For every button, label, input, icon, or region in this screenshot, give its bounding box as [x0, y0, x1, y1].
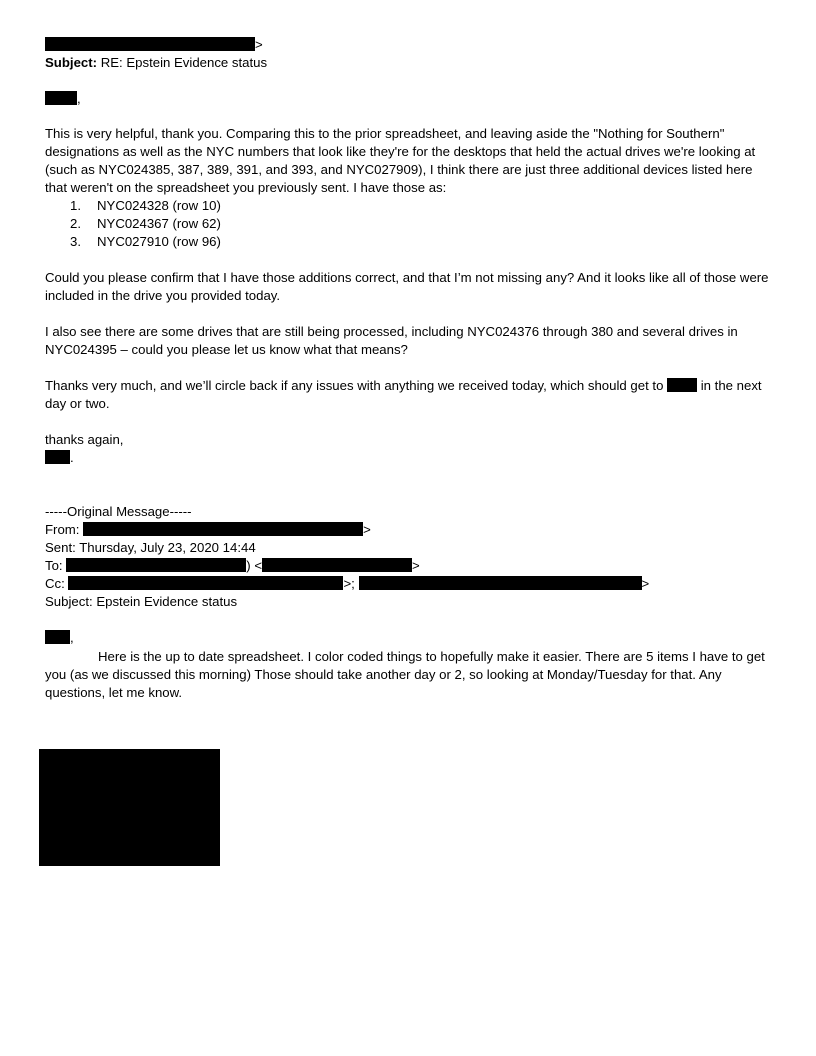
device-list	[45, 197, 221, 251]
original-from-line: From: >	[45, 522, 371, 537]
redacted-image	[39, 749, 220, 866]
subject-value: RE: Epstein Evidence status	[100, 55, 268, 70]
original-sent-line: Sent: Thursday, July 23, 2020 14:44	[45, 540, 256, 555]
redacted-cc-1	[68, 576, 343, 590]
redacted-from	[45, 37, 255, 51]
redacted-name	[667, 378, 697, 392]
list-item: 1. NYC024328 (row 10)	[70, 198, 221, 213]
list-item: 2. NYC024367 (row 62)	[70, 216, 221, 231]
from-line: >	[45, 36, 263, 54]
original-subject-line: Subject: Epstein Evidence status	[45, 594, 238, 609]
redacted-signature	[45, 450, 70, 464]
redacted-original-recipient	[45, 630, 70, 644]
original-message-divider: -----Original Message-----	[45, 504, 192, 519]
original-greeting: ,	[45, 629, 74, 647]
redacted-to-name	[66, 558, 246, 572]
list-item: 3. NYC027910 (row 96)	[70, 234, 221, 249]
subject-line	[45, 54, 267, 72]
subject-label: Subject:	[45, 55, 98, 70]
signature: .	[45, 449, 74, 467]
reply-paragraph-2: Could you please confirm that I have those additions correct, and that I’m not missing any? And it looks like all of those were included in the drive you provided today.	[45, 270, 769, 303]
reply-paragraph-1: This is very helpful, thank you. Comparing this to the prior spreadsheet, and leaving aside the "Nothing for Southern" designations as well as the NYC numbers that look like they're for the desktops that held the actual drives we're looking at (such as NYC024385, 387, 389, 391, and 393, and NYC027909), I think there are just three additional devices listed here that weren't on the spreadsheet you previously sent. I have those as:	[45, 126, 756, 195]
greeting: ,	[45, 90, 81, 108]
reply-paragraph-4: Thanks very much, and we’ll circle back if any issues with anything we received today, which should get to in the next day or two.	[45, 378, 762, 411]
redacted-recipient	[45, 91, 77, 105]
redacted-cc-2	[359, 576, 642, 590]
reply-paragraph-3: I also see there are some drives that are still being processed, including NYC024376 through 380 and several drives in NYC024395 – could you please let us know what that means?	[45, 324, 738, 357]
original-body: Here is the up to date spreadsheet. I color coded things to hopefully make it easier. There are 5 items I have to get you (as we discussed this morning) Those should take another day or 2, so looking at Monday/Tuesday for that. Any questions, let me know.	[45, 649, 765, 700]
redacted-original-from	[83, 522, 363, 536]
original-cc-line: Cc: >; >	[45, 576, 650, 591]
signoff: thanks again,	[45, 432, 124, 447]
redacted-to-email	[262, 558, 412, 572]
original-to-line: To: ) < >	[45, 558, 420, 573]
